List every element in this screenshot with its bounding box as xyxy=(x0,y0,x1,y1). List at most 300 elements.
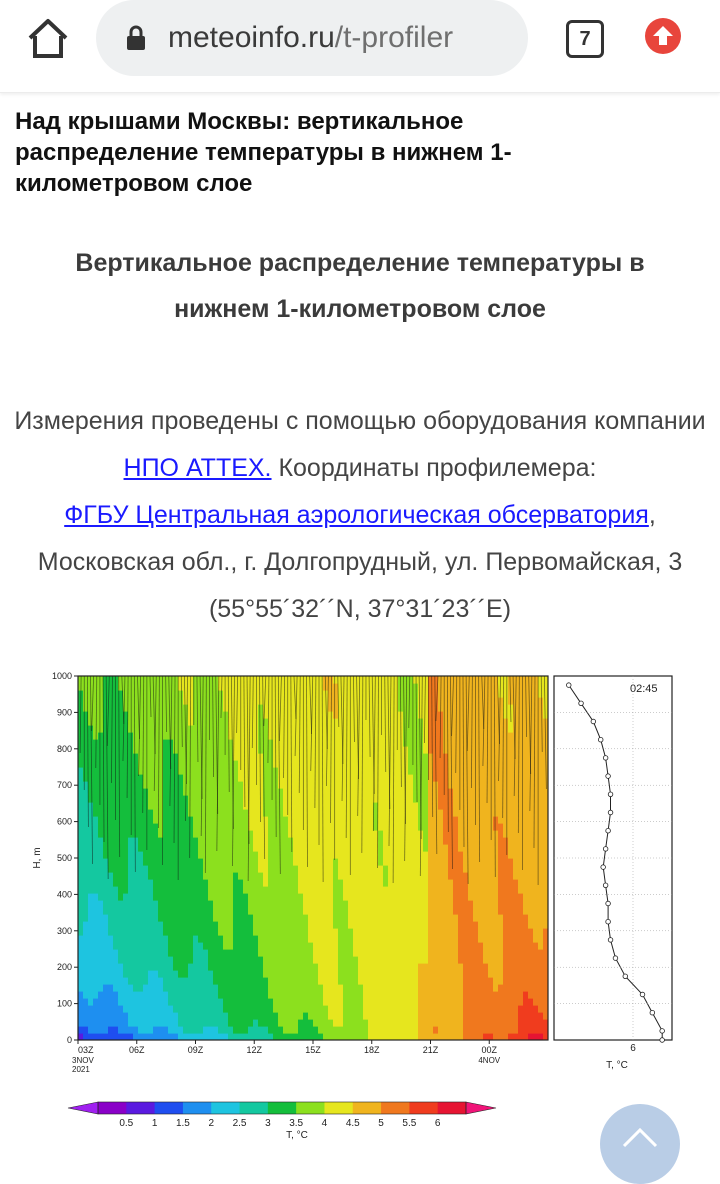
heatmap-cell xyxy=(238,970,244,978)
heatmap-cell xyxy=(448,942,454,950)
heatmap-cell xyxy=(158,1005,164,1013)
heatmap-cell xyxy=(223,711,229,719)
heatmap-cell xyxy=(398,907,404,915)
heatmap-cell xyxy=(313,823,319,831)
heatmap-cell xyxy=(118,907,124,915)
heatmap-cell xyxy=(233,935,239,943)
heatmap-cell xyxy=(488,921,494,929)
heatmap-cell xyxy=(498,830,504,838)
heatmap-cell xyxy=(138,823,144,831)
url-text[interactable]: meteoinfo.ru/t-profiler xyxy=(168,18,453,58)
heatmap-cell xyxy=(388,907,394,915)
heatmap-cell xyxy=(378,914,384,922)
heatmap-cell xyxy=(438,739,444,747)
heatmap-cell xyxy=(438,1026,444,1034)
heatmap-cell xyxy=(528,865,534,873)
npo-attex-link[interactable]: НПО АТТЕХ. xyxy=(124,454,272,482)
heatmap-cell xyxy=(243,1012,249,1020)
heatmap-cell xyxy=(378,781,384,789)
heatmap-cell xyxy=(358,900,364,908)
heatmap-cell xyxy=(168,907,174,915)
heatmap-cell xyxy=(198,746,204,754)
heatmap-cell xyxy=(453,683,459,691)
heatmap-cell xyxy=(403,851,409,859)
heatmap-cell xyxy=(348,732,354,740)
heatmap-cell xyxy=(328,872,334,880)
heatmap-cell xyxy=(483,942,489,950)
heatmap-cell xyxy=(398,998,404,1006)
heatmap-cell xyxy=(138,921,144,929)
heatmap-cell xyxy=(513,809,519,817)
heatmap-cell xyxy=(338,816,344,824)
heatmap-cell xyxy=(323,774,329,782)
heatmap-cell xyxy=(163,865,169,873)
heatmap-cell xyxy=(218,725,224,733)
heatmap-cell xyxy=(273,1012,279,1020)
heatmap-cell xyxy=(383,977,389,985)
heatmap-cell xyxy=(288,795,294,803)
heatmap-cell xyxy=(293,956,299,964)
heatmap-cell xyxy=(298,998,304,1006)
heatmap-cell xyxy=(283,872,289,880)
heatmap-cell xyxy=(93,942,99,950)
heatmap-cell xyxy=(483,858,489,866)
heatmap-cell xyxy=(328,942,334,950)
heatmap-cell xyxy=(278,893,284,901)
heatmap-cell xyxy=(163,977,169,985)
heatmap-cell xyxy=(493,935,499,943)
heatmap-cell xyxy=(478,942,484,950)
heatmap-cell xyxy=(83,984,89,992)
heatmap-cell xyxy=(458,851,464,859)
heatmap-cell xyxy=(408,795,414,803)
heatmap-cell xyxy=(193,830,199,838)
heatmap-cell xyxy=(333,816,339,824)
heatmap-cell xyxy=(88,1019,94,1027)
heatmap-cell xyxy=(413,1026,419,1034)
heatmap-cell xyxy=(303,879,309,887)
heatmap-cell xyxy=(348,795,354,803)
heatmap-cell xyxy=(178,809,184,817)
heatmap-cell xyxy=(148,844,154,852)
heatmap-cell xyxy=(243,781,249,789)
heatmap-cell xyxy=(483,816,489,824)
heatmap-cell xyxy=(513,942,519,950)
heatmap-cell xyxy=(218,956,224,964)
heatmap-cell xyxy=(313,998,319,1006)
heatmap-cell xyxy=(123,816,129,824)
heatmap-cell xyxy=(393,984,399,992)
heatmap-cell xyxy=(493,879,499,887)
heatmap-cell xyxy=(488,900,494,908)
heatmap-cell xyxy=(298,851,304,859)
heatmap-cell xyxy=(178,739,184,747)
heatmap-cell xyxy=(188,851,194,859)
heatmap-cell xyxy=(338,879,344,887)
heatmap-cell xyxy=(443,823,449,831)
tab-switcher-button[interactable]: 7 xyxy=(566,20,604,58)
heatmap-cell xyxy=(348,914,354,922)
cao-link[interactable]: ФГБУ Центральная аэрологическая обсерватория xyxy=(64,501,649,529)
heatmap-cell xyxy=(133,893,139,901)
heatmap-cell xyxy=(163,1005,169,1013)
heatmap-cell xyxy=(468,760,474,768)
heatmap-cell xyxy=(108,837,114,845)
heatmap-cell xyxy=(83,907,89,915)
heatmap-cell xyxy=(513,753,519,761)
heatmap-cell xyxy=(448,900,454,908)
heatmap-cell xyxy=(263,697,269,705)
heatmap-cell xyxy=(318,1012,324,1020)
heatmap-cell xyxy=(363,1005,369,1013)
heatmap-cell xyxy=(538,998,544,1006)
heatmap-cell xyxy=(443,837,449,845)
heatmap-cell xyxy=(378,949,384,957)
heatmap-cell xyxy=(83,1026,89,1034)
heatmap-cell xyxy=(388,935,394,943)
heatmap-cell xyxy=(338,872,344,880)
heatmap-cell xyxy=(363,991,369,999)
heatmap-cell xyxy=(418,935,424,943)
heatmap-cell xyxy=(123,879,129,887)
heatmap-cell xyxy=(473,991,479,999)
heatmap-cell xyxy=(458,900,464,908)
heatmap-cell xyxy=(198,935,204,943)
heatmap-cell xyxy=(363,816,369,824)
heatmap-cell xyxy=(278,942,284,950)
heatmap-cell xyxy=(223,858,229,866)
heatmap-cell xyxy=(358,795,364,803)
heatmap-cell xyxy=(168,851,174,859)
heatmap-cell xyxy=(383,949,389,957)
heatmap-cell xyxy=(403,921,409,929)
heatmap-cell xyxy=(253,725,259,733)
heatmap-cell xyxy=(333,1026,339,1034)
heatmap-cell xyxy=(398,1005,404,1013)
heatmap-cell xyxy=(193,970,199,978)
heatmap-cell xyxy=(348,697,354,705)
heatmap-cell xyxy=(508,942,514,950)
heatmap-cell xyxy=(138,858,144,866)
heatmap-cell xyxy=(458,781,464,789)
heatmap-cell xyxy=(528,816,534,824)
heatmap-cell xyxy=(298,942,304,950)
heatmap-cell xyxy=(108,949,114,957)
heatmap-cell xyxy=(338,809,344,817)
heatmap-cell xyxy=(488,1019,494,1027)
upload-icon[interactable] xyxy=(645,18,681,54)
heatmap-cell xyxy=(533,928,539,936)
heatmap-cell xyxy=(248,746,254,754)
heatmap-cell xyxy=(388,816,394,824)
heatmap-cell xyxy=(233,928,239,936)
heatmap-cell xyxy=(268,767,274,775)
heatmap-cell xyxy=(263,823,269,831)
heatmap-cell xyxy=(113,1012,119,1020)
heatmap-cell xyxy=(363,970,369,978)
heatmap-cell xyxy=(213,991,219,999)
heatmap-cell xyxy=(403,802,409,810)
heatmap-cell xyxy=(333,879,339,887)
heatmap-cell xyxy=(223,970,229,978)
heatmap-cell xyxy=(223,760,229,768)
heatmap-cell xyxy=(213,942,219,950)
heatmap-cell xyxy=(273,984,279,992)
heatmap-cell xyxy=(528,781,534,789)
heatmap-cell xyxy=(203,935,209,943)
heatmap-cell xyxy=(473,998,479,1006)
heatmap-cell xyxy=(518,928,524,936)
heatmap-cell xyxy=(268,872,274,880)
heatmap-cell xyxy=(328,984,334,992)
heatmap-cell xyxy=(248,949,254,957)
heatmap-cell xyxy=(143,788,149,796)
heatmap-cell xyxy=(93,991,99,999)
heatmap-cell xyxy=(383,886,389,894)
heatmap-cell xyxy=(338,690,344,698)
heatmap-cell xyxy=(108,718,114,726)
heatmap-cell xyxy=(448,1026,454,1034)
heatmap-cell xyxy=(128,1012,134,1020)
heatmap-cell xyxy=(128,963,134,971)
heatmap-cell xyxy=(178,683,184,691)
heatmap-cell xyxy=(523,949,529,957)
heatmap-cell xyxy=(313,788,319,796)
heatmap-cell xyxy=(333,893,339,901)
heatmap-cell xyxy=(353,858,359,866)
heatmap-cell xyxy=(513,914,519,922)
heatmap-cell xyxy=(228,1012,234,1020)
heatmap-cell xyxy=(193,886,199,894)
heatmap-cell xyxy=(298,746,304,754)
heatmap-cell xyxy=(438,963,444,971)
heatmap-cell xyxy=(123,977,129,985)
heatmap-cell xyxy=(343,767,349,775)
heatmap-cell xyxy=(293,851,299,859)
heatmap-cell xyxy=(383,865,389,873)
heatmap-cell xyxy=(143,970,149,978)
heatmap-cell xyxy=(253,788,259,796)
heatmap-cell xyxy=(538,739,544,747)
heatmap-cell xyxy=(218,774,224,782)
heatmap-cell xyxy=(493,963,499,971)
heatmap-cell xyxy=(158,970,164,978)
heatmap-cell xyxy=(238,872,244,880)
heatmap-cell xyxy=(258,900,264,908)
heatmap-cell xyxy=(408,991,414,999)
heatmap-cell xyxy=(383,872,389,880)
heatmap-cell xyxy=(318,921,324,929)
heatmap-cell xyxy=(498,949,504,957)
heatmap-cell xyxy=(458,760,464,768)
heatmap-cell xyxy=(398,928,404,936)
heatmap-cell xyxy=(423,704,429,712)
heatmap-cell xyxy=(533,1019,539,1027)
heatmap-cell xyxy=(218,837,224,845)
heatmap-cell xyxy=(128,872,134,880)
heatmap-cell xyxy=(273,879,279,887)
heatmap-cell xyxy=(368,823,374,831)
heatmap-cell xyxy=(308,921,314,929)
heatmap-cell xyxy=(168,795,174,803)
heatmap-cell xyxy=(163,935,169,943)
heatmap-cell xyxy=(233,984,239,992)
section-heading-line2: нижнем 1-километровом слое xyxy=(30,286,690,332)
heatmap-cell xyxy=(258,746,264,754)
heatmap-cell xyxy=(313,760,319,768)
heatmap-cell xyxy=(423,858,429,866)
heatmap-cell xyxy=(388,802,394,810)
heatmap-cell xyxy=(493,844,499,852)
heatmap-cell xyxy=(168,900,174,908)
heatmap-cell xyxy=(293,991,299,999)
heatmap-cell xyxy=(293,1026,299,1034)
heatmap-cell xyxy=(93,795,99,803)
heatmap-cell xyxy=(293,900,299,908)
heatmap-cell xyxy=(373,977,379,985)
heatmap-cell xyxy=(83,956,89,964)
heatmap-cell xyxy=(538,914,544,922)
heatmap-cell xyxy=(118,788,124,796)
heatmap-cell xyxy=(138,1005,144,1013)
heatmap-cell xyxy=(368,865,374,873)
heatmap-cell xyxy=(488,949,494,957)
heatmap-cell xyxy=(98,858,104,866)
heatmap-cell xyxy=(253,704,259,712)
heatmap-cell xyxy=(223,718,229,726)
heatmap-cell xyxy=(538,928,544,936)
heatmap-cell xyxy=(398,1019,404,1027)
heatmap-cell xyxy=(383,991,389,999)
heatmap-cell xyxy=(318,1005,324,1013)
heatmap-cell xyxy=(153,732,159,740)
heatmap-cell xyxy=(493,1005,499,1013)
heatmap-cell xyxy=(128,718,134,726)
heatmap-cell xyxy=(483,851,489,859)
heatmap-cell xyxy=(343,872,349,880)
heatmap-cell xyxy=(208,970,214,978)
heatmap-cell xyxy=(168,879,174,887)
heatmap-cell xyxy=(488,928,494,936)
heatmap-cell xyxy=(88,788,94,796)
heatmap-cell xyxy=(238,858,244,866)
heatmap-cell xyxy=(463,921,469,929)
heatmap-cell xyxy=(413,704,419,712)
heatmap-cell xyxy=(153,1019,159,1027)
heatmap-cell xyxy=(123,893,129,901)
heatmap-cell xyxy=(208,956,214,964)
heatmap-cell xyxy=(273,956,279,964)
heatmap-cell xyxy=(418,963,424,971)
heatmap-cell xyxy=(358,991,364,999)
heatmap-cell xyxy=(208,858,214,866)
heatmap-cell xyxy=(163,753,169,761)
heatmap-cell xyxy=(448,935,454,943)
heatmap-cell xyxy=(398,921,404,929)
heatmap-cell xyxy=(193,914,199,922)
heatmap-cell xyxy=(173,879,179,887)
heatmap-cell xyxy=(333,872,339,880)
heatmap-cell xyxy=(393,949,399,957)
heatmap-cell xyxy=(513,725,519,733)
heatmap-cell xyxy=(118,935,124,943)
heatmap-cell xyxy=(83,830,89,838)
heatmap-cell xyxy=(243,886,249,894)
heatmap-cell xyxy=(303,760,309,768)
heatmap-cell xyxy=(473,844,479,852)
heatmap-cell xyxy=(458,725,464,733)
heatmap-cell xyxy=(438,844,444,852)
heatmap-cell xyxy=(493,767,499,775)
heatmap-cell xyxy=(448,998,454,1006)
heatmap-cell xyxy=(253,781,259,789)
heatmap-cell xyxy=(498,963,504,971)
heatmap-cell xyxy=(308,851,314,859)
heatmap-cell xyxy=(538,683,544,691)
heatmap-cell xyxy=(263,830,269,838)
heatmap-cell xyxy=(263,725,269,733)
heatmap-cell xyxy=(198,767,204,775)
heatmap-cell xyxy=(313,893,319,901)
heatmap-cell xyxy=(313,1026,319,1034)
heatmap-cell xyxy=(128,942,134,950)
heatmap-cell xyxy=(268,963,274,971)
heatmap-cell xyxy=(498,1026,504,1034)
heatmap-cell xyxy=(223,963,229,971)
heatmap-cell xyxy=(433,914,439,922)
heatmap-cell xyxy=(408,907,414,915)
heatmap-cell xyxy=(88,872,94,880)
heatmap-cell xyxy=(468,879,474,887)
heatmap-cell xyxy=(323,872,329,880)
heatmap-cell xyxy=(448,977,454,985)
heatmap-cell xyxy=(528,1026,534,1034)
heatmap-cell xyxy=(478,1012,484,1020)
heatmap-cell xyxy=(428,844,434,852)
heatmap-cell xyxy=(498,942,504,950)
heatmap-cell xyxy=(383,1005,389,1013)
home-icon[interactable] xyxy=(26,16,70,60)
heatmap-cell xyxy=(313,942,319,950)
heatmap-cell xyxy=(413,732,419,740)
heatmap-cell xyxy=(83,844,89,852)
heatmap-cell xyxy=(348,739,354,747)
heatmap-cell xyxy=(278,970,284,978)
heatmap-cell xyxy=(388,795,394,803)
heatmap-cell xyxy=(313,816,319,824)
heatmap-cell xyxy=(483,956,489,964)
heatmap-cell xyxy=(348,998,354,1006)
heatmap-cell xyxy=(133,858,139,866)
heatmap-cell xyxy=(273,1019,279,1027)
heatmap-cell xyxy=(258,858,264,866)
heatmap-cell xyxy=(93,956,99,964)
heatmap-cell xyxy=(138,872,144,880)
heatmap-cell xyxy=(308,837,314,845)
heatmap-cell xyxy=(233,956,239,964)
heatmap-cell xyxy=(423,879,429,887)
heatmap-cell xyxy=(198,872,204,880)
heatmap-cell xyxy=(433,949,439,957)
heatmap-cell xyxy=(293,795,299,803)
heatmap-cell xyxy=(173,991,179,999)
heatmap-cell xyxy=(538,1026,544,1034)
heatmap-cell xyxy=(248,991,254,999)
heatmap-cell xyxy=(98,963,104,971)
heatmap-cell xyxy=(513,830,519,838)
heatmap-cell xyxy=(358,851,364,859)
heatmap-cell xyxy=(453,1026,459,1034)
